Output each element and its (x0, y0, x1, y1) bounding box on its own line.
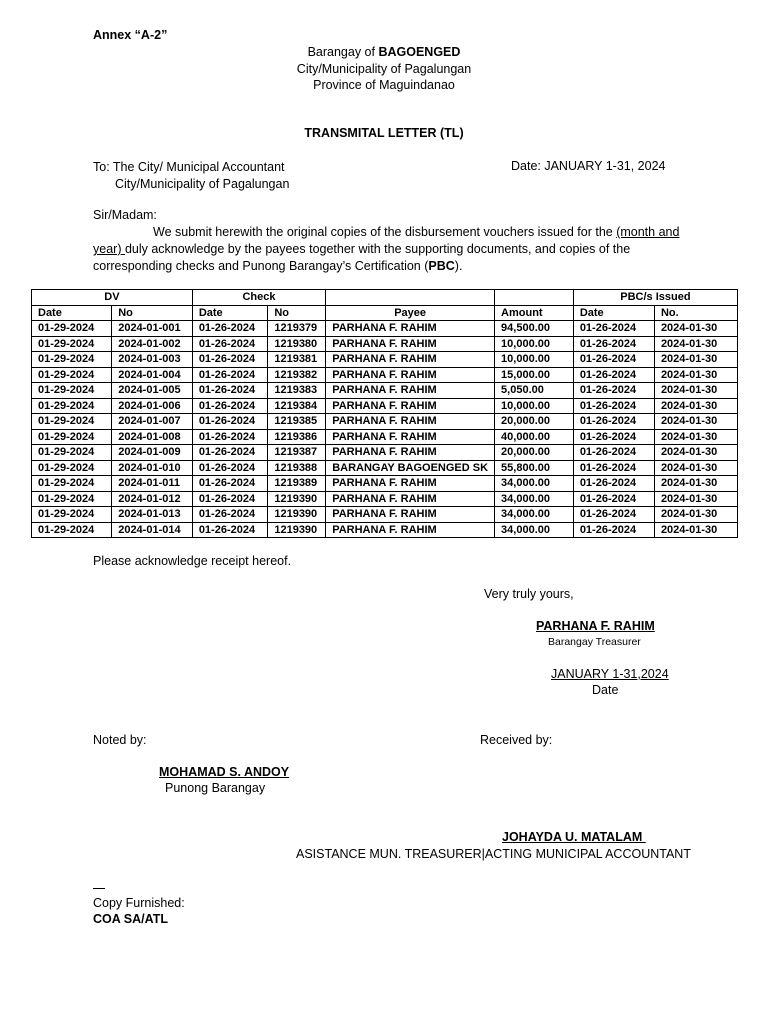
noted-by-label: Noted by: (93, 733, 147, 747)
cell-dv-no: 2024-01-013 (112, 507, 193, 523)
cell-dv-date: 01-29-2024 (32, 383, 112, 399)
col-payee: Payee (326, 305, 495, 321)
cell-amount: 10,000.00 (495, 352, 574, 368)
cell-pbc-date: 01-26-2024 (573, 414, 654, 430)
cell-pbc-no: 2024-01-30 (654, 491, 737, 507)
cell-dv-no: 2024-01-004 (112, 367, 193, 383)
cell-check-no: 1219384 (268, 398, 326, 414)
cell-amount: 34,000.00 (495, 491, 574, 507)
cell-check-date: 01-26-2024 (192, 522, 268, 538)
cell-dv-date: 01-29-2024 (32, 476, 112, 492)
cell-dv-date: 01-29-2024 (32, 429, 112, 445)
cell-dv-date: 01-29-2024 (32, 336, 112, 352)
cell-pbc-date: 01-26-2024 (573, 336, 654, 352)
table-row (32, 352, 738, 368)
cell-check-date: 01-26-2024 (192, 445, 268, 461)
cell-pbc-date: 01-26-2024 (573, 367, 654, 383)
cell-pbc-date: 01-26-2024 (573, 429, 654, 445)
cell-pbc-date: 01-26-2024 (573, 460, 654, 476)
cell-amount: 34,000.00 (495, 476, 574, 492)
cell-payee: PARHANA F. RAHIM (326, 414, 495, 430)
pbc-group-header: PBC/s Issued (573, 290, 737, 306)
cell-dv-no: 2024-01-003 (112, 352, 193, 368)
col-check-no: No (268, 305, 326, 321)
body-bold-pbc: PBC (428, 259, 455, 273)
cell-pbc-no: 2024-01-30 (654, 522, 737, 538)
cell-check-no: 1219383 (268, 383, 326, 399)
accountant-title: ASISTANCE MUN. TREASURER|ACTING MUNICIPAL ACCOUNTANT (296, 847, 691, 861)
cell-check-date: 01-26-2024 (192, 507, 268, 523)
cell-pbc-no: 2024-01-30 (654, 429, 737, 445)
cell-dv-no: 2024-01-014 (112, 522, 193, 538)
body-paragraph (93, 224, 683, 275)
treasurer-title: Barangay Treasurer (548, 636, 641, 648)
cell-check-no: 1219390 (268, 507, 326, 523)
table-row (32, 336, 738, 352)
col-dv-no: No (112, 305, 193, 321)
cell-dv-date: 01-29-2024 (32, 522, 112, 538)
table-row (32, 460, 738, 476)
annex-label: Annex “A-2” (93, 28, 168, 42)
salutation: Sir/Madam: (93, 208, 157, 222)
col-amount: Amount (495, 305, 574, 321)
cell-pbc-no: 2024-01-30 (654, 445, 737, 461)
cell-dv-date: 01-29-2024 (32, 491, 112, 507)
cell-amount: 34,000.00 (495, 507, 574, 523)
cell-pbc-no: 2024-01-30 (654, 352, 737, 368)
cell-check-date: 01-26-2024 (192, 491, 268, 507)
cell-check-date: 01-26-2024 (192, 367, 268, 383)
barangay-name: BAGOENGED (378, 45, 461, 59)
cell-amount: 15,000.00 (495, 367, 574, 383)
dv-group-header: DV (32, 290, 193, 306)
cell-dv-date: 01-29-2024 (32, 367, 112, 383)
cell-check-date: 01-26-2024 (192, 398, 268, 414)
barangay-line (0, 44, 768, 61)
col-pbc-no: No. (654, 305, 737, 321)
cell-pbc-no: 2024-01-30 (654, 476, 737, 492)
cell-pbc-no: 2024-01-30 (654, 414, 737, 430)
barangay-prefix: Barangay of (307, 45, 379, 59)
cell-dv-date: 01-29-2024 (32, 398, 112, 414)
cell-dv-no: 2024-01-009 (112, 445, 193, 461)
amount-group-blank (495, 290, 574, 306)
cell-pbc-no: 2024-01-30 (654, 460, 737, 476)
table-row (32, 507, 738, 523)
cell-check-no: 1219380 (268, 336, 326, 352)
cell-dv-no: 2024-01-010 (112, 460, 193, 476)
table-row (32, 321, 738, 337)
punong-barangay-name: MOHAMAD S. ANDOY (159, 765, 290, 779)
cell-check-date: 01-26-2024 (192, 352, 268, 368)
cell-check-date: 01-26-2024 (192, 476, 268, 492)
punong-barangay-title: Punong Barangay (165, 781, 266, 795)
payee-group-blank (326, 290, 495, 306)
cell-check-no: 1219388 (268, 460, 326, 476)
cell-dv-no: 2024-01-011 (112, 476, 193, 492)
cell-check-no: 1219387 (268, 445, 326, 461)
cell-dv-no: 2024-01-012 (112, 491, 193, 507)
recipient-line-1: To: The City/ Municipal Accountant (93, 160, 285, 174)
table-body (32, 321, 738, 538)
cell-payee: PARHANA F. RAHIM (326, 522, 495, 538)
recipient-block (93, 159, 289, 193)
cell-payee: PARHANA F. RAHIM (326, 352, 495, 368)
cell-amount: 20,000.00 (495, 414, 574, 430)
cell-pbc-date: 01-26-2024 (573, 507, 654, 523)
cell-dv-no: 2024-01-002 (112, 336, 193, 352)
cell-pbc-date: 01-26-2024 (573, 476, 654, 492)
cell-pbc-date: 01-26-2024 (573, 352, 654, 368)
cell-check-date: 01-26-2024 (192, 460, 268, 476)
body-underlined: (month and year) (93, 225, 680, 256)
closing-text: Very truly yours, (484, 587, 574, 601)
table-row (32, 476, 738, 492)
cell-dv-no: 2024-01-007 (112, 414, 193, 430)
table-row (32, 398, 738, 414)
document-title: TRANSMITAL LETTER (TL) (304, 126, 464, 140)
cell-dv-no: 2024-01-005 (112, 383, 193, 399)
cell-check-no: 1219381 (268, 352, 326, 368)
cell-pbc-date: 01-26-2024 (573, 398, 654, 414)
table-row (32, 383, 738, 399)
cell-amount: 55,800.00 (495, 460, 574, 476)
cell-pbc-no: 2024-01-30 (654, 507, 737, 523)
accountant-name: JOHAYDA U. MATALAM (502, 830, 646, 844)
body-part-1: We submit herewith the original copies of the disbursement vouchers issued for the (153, 225, 617, 239)
cell-check-date: 01-26-2024 (192, 414, 268, 430)
cell-payee: PARHANA F. RAHIM (326, 367, 495, 383)
cell-pbc-date: 01-26-2024 (573, 491, 654, 507)
body-part-2: duly acknowledge by the payees together with the supporting documents, and copies of the corresponding checks and Punong Barangay’s Certification ( (93, 242, 631, 273)
cell-payee: PARHANA F. RAHIM (326, 383, 495, 399)
cell-pbc-no: 2024-01-30 (654, 336, 737, 352)
cell-amount: 10,000.00 (495, 398, 574, 414)
check-group-header: Check (192, 290, 325, 306)
col-pbc-date: Date (573, 305, 654, 321)
cell-pbc-no: 2024-01-30 (654, 398, 737, 414)
cell-dv-date: 01-29-2024 (32, 414, 112, 430)
signed-date: JANUARY 1-31,2024 (551, 667, 669, 681)
cell-check-no: 1219390 (268, 522, 326, 538)
cell-amount: 10,000.00 (495, 336, 574, 352)
cell-check-date: 01-26-2024 (192, 429, 268, 445)
copy-furnished-label: Copy Furnished: (93, 896, 185, 910)
cell-dv-date: 01-29-2024 (32, 321, 112, 337)
cell-pbc-date: 01-26-2024 (573, 522, 654, 538)
cell-pbc-date: 01-26-2024 (573, 445, 654, 461)
province-line: Province of Maguindanao (313, 78, 455, 92)
cell-pbc-no: 2024-01-30 (654, 321, 737, 337)
cell-amount: 40,000.00 (495, 429, 574, 445)
cell-payee: PARHANA F. RAHIM (326, 491, 495, 507)
col-check-date: Date (192, 305, 268, 321)
received-by-label: Received by: (480, 733, 553, 747)
signed-date-label: Date (592, 683, 619, 697)
acknowledge-text: Please acknowledge receipt hereof. (93, 554, 292, 568)
cell-pbc-no: 2024-01-30 (654, 383, 737, 399)
document-header (0, 44, 768, 94)
letter-date: Date: JANUARY 1-31, 2024 (511, 159, 666, 173)
cell-dv-no: 2024-01-008 (112, 429, 193, 445)
cell-check-no: 1219385 (268, 414, 326, 430)
cell-payee: PARHANA F. RAHIM (326, 429, 495, 445)
table-column-header-row (32, 305, 738, 321)
cell-check-no: 1219379 (268, 321, 326, 337)
municipality-line: City/Municipality of Pagalungan (296, 61, 472, 76)
cell-payee: BARANGAY BAGOENGED SK (326, 460, 495, 476)
cell-check-date: 01-26-2024 (192, 321, 268, 337)
separator-line (93, 888, 105, 889)
table-row (32, 429, 738, 445)
cell-payee: PARHANA F. RAHIM (326, 321, 495, 337)
cell-dv-no: 2024-01-001 (112, 321, 193, 337)
cell-check-no: 1219390 (268, 491, 326, 507)
table-row (32, 445, 738, 461)
cell-dv-no: 2024-01-006 (112, 398, 193, 414)
cell-amount: 34,000.00 (495, 522, 574, 538)
cell-dv-date: 01-29-2024 (32, 445, 112, 461)
disbursement-table (31, 289, 738, 538)
cell-amount: 5,050.00 (495, 383, 574, 399)
cell-payee: PARHANA F. RAHIM (326, 336, 495, 352)
cell-dv-date: 01-29-2024 (32, 507, 112, 523)
table-group-header-row (32, 290, 738, 306)
cell-dv-date: 01-29-2024 (32, 352, 112, 368)
recipient-line-2: City/Municipality of Pagalungan (115, 177, 290, 191)
cell-amount: 94,500.00 (495, 321, 574, 337)
cell-pbc-no: 2024-01-30 (654, 367, 737, 383)
cell-check-date: 01-26-2024 (192, 383, 268, 399)
cell-check-no: 1219389 (268, 476, 326, 492)
cell-pbc-date: 01-26-2024 (573, 321, 654, 337)
cell-payee: PARHANA F. RAHIM (326, 507, 495, 523)
cell-check-date: 01-26-2024 (192, 336, 268, 352)
table-row (32, 522, 738, 538)
col-dv-date: Date (32, 305, 112, 321)
cell-amount: 20,000.00 (495, 445, 574, 461)
cell-payee: PARHANA F. RAHIM (326, 476, 495, 492)
cell-pbc-date: 01-26-2024 (573, 383, 654, 399)
table-row (32, 491, 738, 507)
table-row (32, 367, 738, 383)
table-row (32, 414, 738, 430)
cell-check-no: 1219382 (268, 367, 326, 383)
cell-dv-date: 01-29-2024 (32, 460, 112, 476)
treasurer-name: PARHANA F. RAHIM (536, 619, 655, 633)
cell-payee: PARHANA F. RAHIM (326, 445, 495, 461)
cell-check-no: 1219386 (268, 429, 326, 445)
body-part-3: ). (454, 259, 463, 273)
copy-furnished-value: COA SA/ATL (93, 912, 168, 926)
cell-payee: PARHANA F. RAHIM (326, 398, 495, 414)
